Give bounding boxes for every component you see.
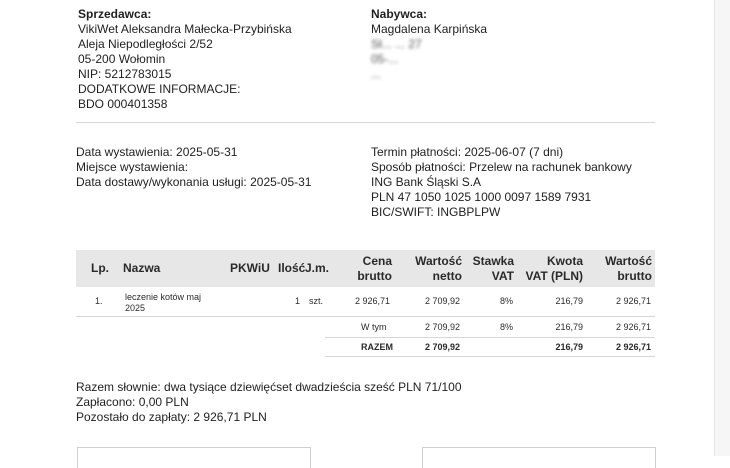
summary-total-label: RAZEM bbox=[361, 342, 393, 352]
page-background bbox=[715, 0, 730, 456]
summary-in-which-rate: 8% bbox=[499, 322, 513, 332]
row-qty: 1 bbox=[294, 296, 300, 306]
row-divider bbox=[76, 316, 655, 317]
summary-total-gross: 2 926,71 bbox=[615, 342, 651, 352]
amount-in-words: Razem słownie: dwa tysiące dziewięćset dwadzieścia sześć PLN 71/100 bbox=[76, 380, 462, 394]
col-header-gross-value: brutto bbox=[617, 269, 652, 283]
row-item-name: 2025 bbox=[125, 303, 146, 313]
seller-city: 05-200 Wołomin bbox=[78, 52, 166, 66]
col-header-unit: J.m. bbox=[305, 261, 330, 275]
row-item-name: leczenie kotów maj bbox=[125, 292, 202, 302]
col-header-qty: Ilość bbox=[278, 261, 306, 275]
col-header-lp: Lp. bbox=[91, 261, 109, 275]
summary-in-which-net: 2 709,92 bbox=[424, 322, 460, 332]
summary-divider bbox=[325, 337, 655, 338]
buyer-heading: Nabywca: bbox=[371, 7, 428, 21]
row-unit: szt. bbox=[309, 296, 324, 306]
row-net-value: 2 709,92 bbox=[424, 296, 460, 306]
seller-name: VikiWet Aleksandra Małecka-Przybińska bbox=[78, 22, 292, 36]
row-gross-price: 2 926,71 bbox=[354, 296, 390, 306]
signature-box-seller bbox=[77, 447, 311, 468]
bank-name: ING Bank Śląski S.A bbox=[371, 175, 482, 189]
buyer-address-line: Sł... ... 27 bbox=[371, 37, 422, 51]
col-header-vat-amount: VAT (PLN) bbox=[525, 269, 583, 283]
col-header-net-value: netto bbox=[432, 269, 462, 283]
seller-extra-value: BDO 000401358 bbox=[78, 97, 168, 111]
summary-total-net: 2 709,92 bbox=[424, 342, 460, 352]
bank-account: PLN 47 1050 1025 1000 0097 1589 7931 bbox=[371, 190, 592, 204]
seller-street: Aleja Niepodległości 2/52 bbox=[78, 37, 213, 51]
row-gross-value: 2 926,71 bbox=[615, 296, 651, 306]
issue-place: Miejsce wystawienia: bbox=[76, 160, 189, 174]
issue-date: Data wystawienia: 2025-05-31 bbox=[76, 145, 238, 159]
summary-in-which-vat: 216,79 bbox=[555, 322, 583, 332]
col-header-name: Nazwa bbox=[123, 261, 161, 275]
summary-in-which-label: W tym bbox=[361, 322, 387, 332]
bic-swift: BIC/SWIFT: INGBPLPW bbox=[371, 205, 501, 219]
signature-box-buyer bbox=[422, 447, 656, 468]
col-header-net-value: Wartość bbox=[415, 254, 462, 268]
col-header-gross-value: Wartość bbox=[605, 254, 652, 268]
buyer-address-line: 05-... bbox=[371, 52, 399, 66]
summary-divider bbox=[325, 356, 655, 357]
seller-extra-heading: DODATKOWE INFORMACJE: bbox=[78, 82, 241, 96]
col-header-gross-price: Cena bbox=[362, 254, 392, 268]
col-header-gross-price: brutto bbox=[357, 269, 392, 283]
seller-heading: Sprzedawca: bbox=[78, 7, 152, 21]
section-divider bbox=[76, 122, 655, 123]
row-vat-rate: 8% bbox=[499, 296, 513, 306]
col-header-pkwiu: PKWiU bbox=[230, 261, 270, 275]
buyer-address-line: ... bbox=[371, 67, 382, 81]
payment-method: Sposób płatności: Przelew na rachunek bankowy bbox=[371, 160, 632, 174]
col-header-vat-rate: VAT bbox=[491, 269, 514, 283]
col-header-vat-rate: Stawka bbox=[472, 254, 514, 268]
summary-total-vat: 216,79 bbox=[555, 342, 583, 352]
payment-due: Termin płatności: 2025-06-07 (7 dni) bbox=[371, 145, 564, 159]
row-lp: 1. bbox=[95, 296, 103, 306]
row-vat-amount: 216,79 bbox=[555, 296, 583, 306]
col-header-vat-amount: Kwota bbox=[547, 254, 583, 268]
seller-nip: NIP: 5212783015 bbox=[78, 67, 172, 81]
delivery-date: Data dostawy/wykonania usługi: 2025-05-31 bbox=[76, 175, 312, 189]
amount-remaining: Pozostało do zapłaty: 2 926,71 PLN bbox=[76, 410, 267, 424]
buyer-name: Magdalena Karpińska bbox=[371, 22, 488, 36]
summary-in-which-gross: 2 926,71 bbox=[615, 322, 651, 332]
amount-paid: Zapłacono: 0,00 PLN bbox=[76, 395, 189, 409]
